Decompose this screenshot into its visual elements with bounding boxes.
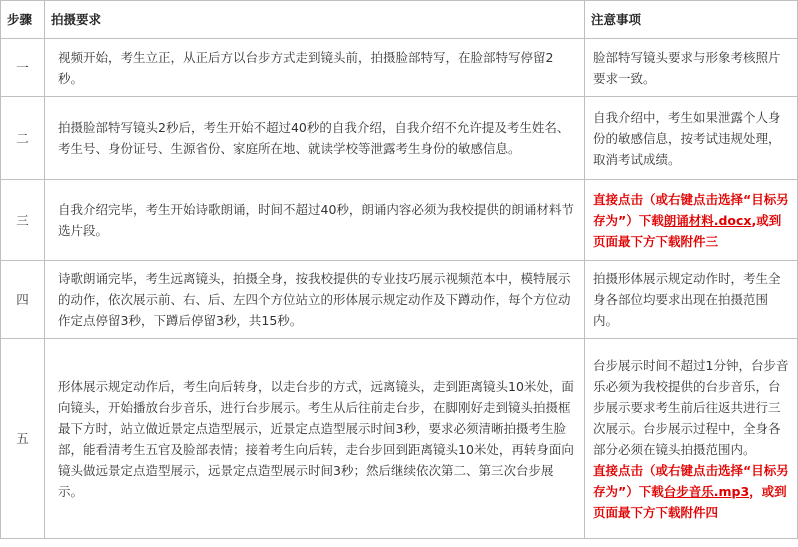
table-row bbox=[1, 180, 798, 261]
note-cell bbox=[585, 180, 798, 261]
header-requirement: 拍摄要求 bbox=[45, 1, 585, 39]
requirement-cell: 诗歌朗诵完毕，考生远离镜头，拍摄全身，按我校提供的专业技巧展示视频范本中，模特展示的动作，依次展示前、右、后、左四个方位站立的形体展示规定动作及下蹲动作，每个方位动作定点停留3秒，下蹲后停留3秒，共15秒。 bbox=[45, 261, 585, 339]
table-row bbox=[1, 39, 798, 97]
step-cell: 五 bbox=[1, 339, 45, 539]
step-cell: 三 bbox=[1, 180, 45, 261]
table-row bbox=[1, 97, 798, 180]
step-cell: 一 bbox=[1, 39, 45, 97]
download-link-reading-material[interactable]: 朗诵材料.docx bbox=[663, 212, 752, 228]
download-alternative: ，或到页面最下方下载附件四 bbox=[593, 483, 787, 520]
note-text: 台步展示时间不超过1分钟，台步音乐必须为我校提供的台步音乐，台步展示要求考生前后往返共进行三次展示。台步展示过程中，全身各部分必须在镜头拍摄范围内。 bbox=[593, 357, 789, 457]
header-row bbox=[1, 1, 798, 39]
download-instruction: 直接点击（或右键点击选择“目标另存为”）下载 bbox=[593, 191, 789, 228]
header-notes: 注意事项 bbox=[585, 1, 798, 39]
note-cell: 拍摄形体展示规定动作时，考生全身各部位均要求出现在拍摄范围内。 bbox=[585, 261, 798, 339]
requirement-cell: 自我介绍完毕，考生开始诗歌朗诵，时间不超过40秒，朗诵内容必须为我校提供的朗诵材料节选片段。 bbox=[45, 180, 585, 261]
step-cell: 二 bbox=[1, 97, 45, 180]
header-step: 步骤 bbox=[1, 1, 45, 39]
download-instruction: 直接点击（或右键点击选择“目标另存为”）下载 bbox=[593, 462, 789, 499]
requirement-cell: 形体展示规定动作后，考生向后转身，以走台步的方式，远离镜头，走到距离镜头10米处，面向镜头，开始播放台步音乐，进行台步展示。考生从后往前走台步，在脚刚好走到镜头拍摄框最下方时，站立做近景定点造型展示，近景定点造型展示时间3秒，要求必须清晰拍摄考生脸部，能看清考生五官及脸部表情；接着考生向后转，走台步回到距离镜头10米处，再转身面向镜头做远景定点造型展示，远景定点造型展示时间3秒；然后继续依次第二、第三次台步展示。 bbox=[45, 339, 585, 539]
note-cell: 脸部特写镜头要求与形象考核照片要求一致。 bbox=[585, 39, 798, 97]
download-link-music[interactable]: 台步音乐.mp3 bbox=[663, 483, 750, 499]
requirement-cell: 视频开始，考生立正，从正后方以台步方式走到镜头前，拍摄脸部特写，在脸部特写停留2秒。 bbox=[45, 39, 585, 97]
download-alternative: ,或到页面最下方下载附件三 bbox=[593, 212, 782, 249]
table-row bbox=[1, 261, 798, 339]
note-cell: 自我介绍中，考生如果泄露个人身份的敏感信息，按考试违规处理，取消考试成绩。 bbox=[585, 97, 798, 180]
step-cell: 四 bbox=[1, 261, 45, 339]
note-cell bbox=[585, 339, 798, 539]
table-row bbox=[1, 339, 798, 539]
requirement-cell: 拍摄脸部特写镜头2秒后，考生开始不超过40秒的自我介绍，自我介绍不允许提及考生姓名、考生号、身份证号、生源省份、家庭所在地、就读学校等泄露考生身份的敏感信息。 bbox=[45, 97, 585, 180]
